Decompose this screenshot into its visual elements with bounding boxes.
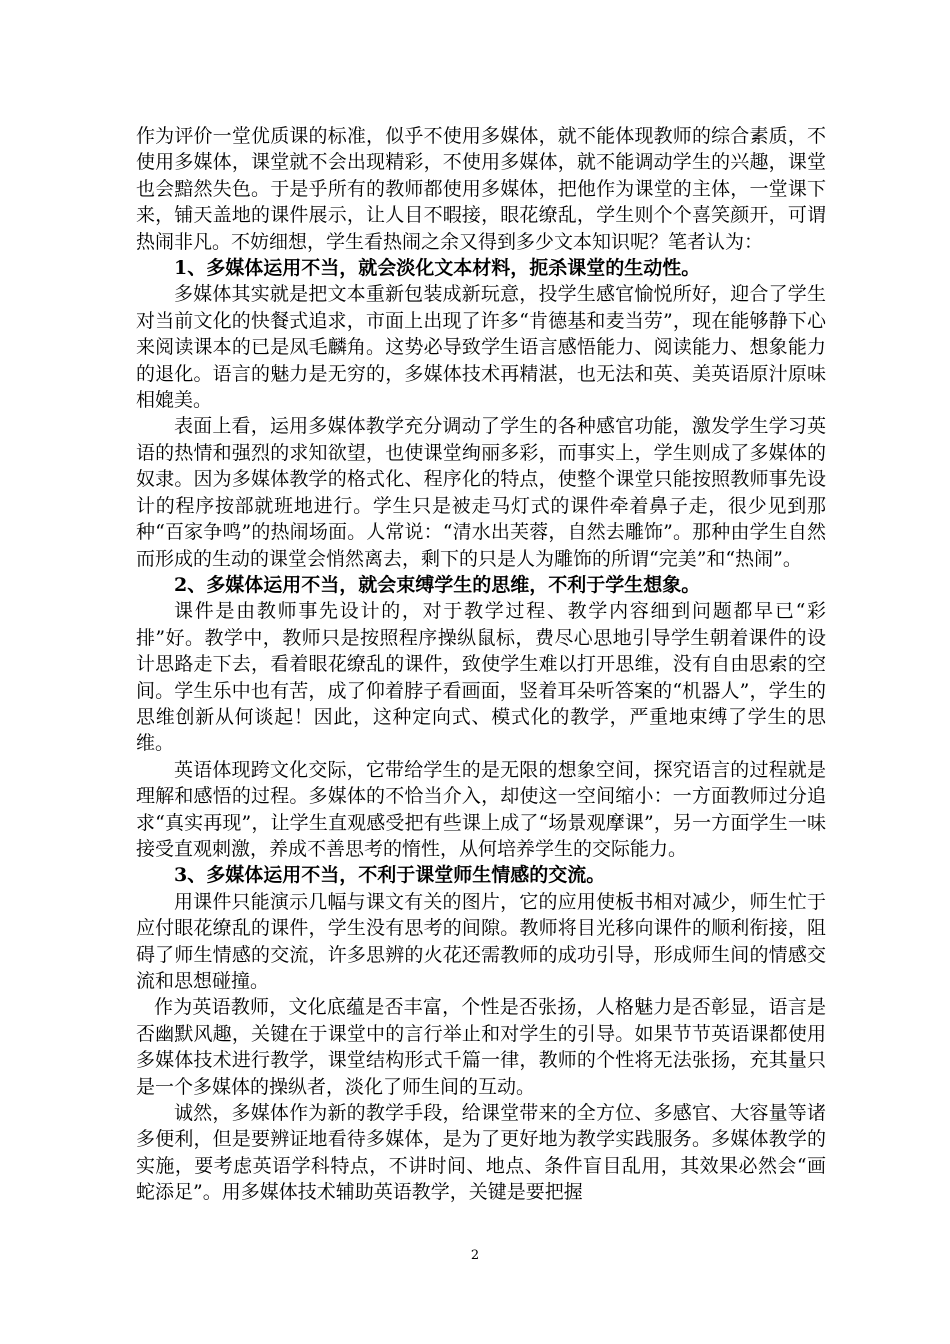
section-heading-3: 3、多媒体运用不当，不利于课堂师生情感的交流。 <box>174 864 606 887</box>
paragraph: 多媒体其实就是把文本重新包装成新玩意，投学生感官愉悦所好，迎合了学生对当前文化的快餐式追求，市面上出现了许多“肯德基和麦当劳”，现在能够静下心来阅读课本的已是凤毛麟角。这势必导致学生语言感悟能力、阅读能力、想象能力的退化。语言的魅力是无穷的，多媒体技术再精湛，也无法和英、美英语原汁原味相媲美。 <box>136 283 826 412</box>
section-heading-1: 1、多媒体运用不当，就会淡化文本材料，扼杀课堂的生动性。 <box>174 257 701 280</box>
section-heading-2: 2、多媒体运用不当，就会束缚学生的思维，不利于学生想象。 <box>174 573 701 596</box>
paragraph: 诚然，多媒体作为新的教学手段，给课堂带来的全方位、多感官、大容量等诸多便利，但是要辨证地看待多媒体，是为了更好地为教学实践服务。多媒体教学的实施，要考虑英语学科特点，不讲时间、地点、条件盲目乱用，其效果必然会“画蛇添足”。用多媒体技术辅助英语教学，关键是要把握 <box>136 1102 826 1204</box>
paragraph: 表面上看，运用多媒体教学充分调动了学生的各种感官功能，激发学生学习英语的热情和强烈的求知欲望，也使课堂绚丽多彩，而事实上，学生则成了多媒体的奴隶。因为多媒体教学的格式化、程序化的特点，使整个课堂只能按照教师事先设计的程序按部就班地进行。学生只是被走马灯式的课件牵着鼻子走，很少见到那种“百家争鸣”的热闹场面。人常说：“清水出芙蓉，自然去雕饰”。那种由学生自然而形成的生动的课堂会悄然离去，剩下的只是人为雕饰的所谓“完美”和“热闹”。 <box>136 415 826 570</box>
paragraph: 课件是由教师事先设计的，对于教学过程、教学内容细到问题都早已“彩排”好。教学中，教师只是按照程序操纵鼠标，费尽心思地引导学生朝着课件的设计思路走下去，看着眼花缭乱的课件，致使学生难以打开思维，没有自由思索的空间。学生乐中也有苦，成了仰着脖子看画面，竖着耳朵听答案的“机器人”，学生的思维创新从何谈起！因此，这种定向式、模式化的教学，严重地束缚了学生的思维。 <box>136 600 826 755</box>
paragraph-intro: 作为评价一堂优质课的标准，似乎不使用多媒体，就不能体现教师的综合素质，不使用多媒体，课堂就不会出现精彩，不使用多媒体，就不能调动学生的兴趣，课堂也会黯然失色。于是乎所有的教师都使用多媒体，把他作为课堂的主体，一堂课下来，铺天盖地的课件展示，让人目不暇接，眼花缭乱，学生则个个喜笑颜开，可谓热闹非凡。不妨细想，学生看热闹之余又得到多少文本知识呢？笔者认为： <box>136 125 826 253</box>
document-body <box>136 123 826 1206</box>
paragraph: 用课件只能演示几幅与课文有关的图片，它的应用使板书相对减少，师生忙于应付眼花缭乱的课件，学生没有思考的间隙。教师将目光移向课件的顺利衔接，阻碍了师生情感的交流，许多思辨的火花还需教师的成功引导，形成师生间的情感交流和思想碰撞。 <box>136 890 826 992</box>
paragraph: 作为英语教师，文化底蕴是否丰富，个性是否张扬，人格魅力是否彰显，语言是否幽默风趣，关键在于课堂中的言行举止和对学生的引导。如果节节英语课都使用多媒体技术进行教学，课堂结构形式千篇一律，教师的个性将无法张扬，充其量只是一个多媒体的操纵者，淡化了师生间的互动。 <box>136 996 826 1098</box>
page-number: 2 <box>470 1248 480 1263</box>
paragraph: 英语体现跨文化交际，它带给学生的是无限的想象空间，探究语言的过程就是理解和感悟的过程。多媒体的不恰当介入，却使这一空间缩小：一方面教师过分追求“真实再现”，让学生直观感受把有些课上成了“场景观摩课”，另一方面学生一味接受直观刺激，养成不善思考的惰性，从何培养学生的交际能力。 <box>136 758 826 860</box>
